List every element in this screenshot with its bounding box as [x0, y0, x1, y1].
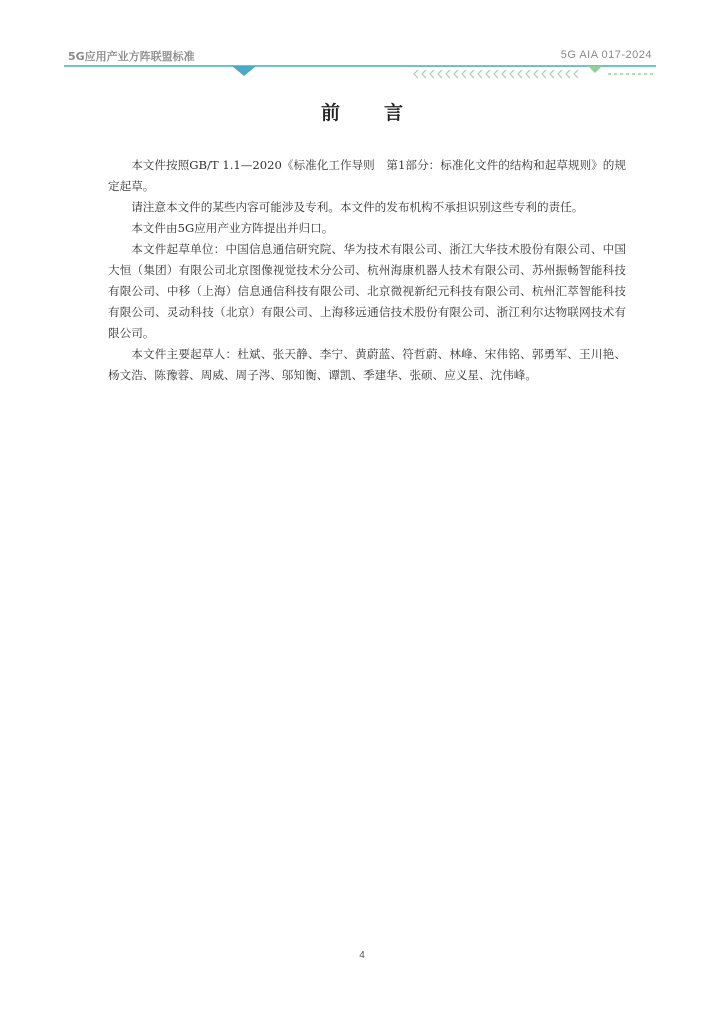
- paragraph-proposer: 本文件由5G应用产业方阵提出并归口。: [131, 221, 334, 235]
- foreword-body: [108, 155, 626, 386]
- paragraph-drafting-units: 本文件起草单位：中国信息通信研究院、华为技术有限公司、浙江大华技术股份有限公司、中国大恒（集团）有限公司北京图像视觉技术分公司、杭州海康机器人技术有限公司、苏州振畅智能科技有限公司、中移（上海）信息通信科技有限公司、北京微视新纪元科技有限公司、杭州汇萃智能科技有限公司、灵动科技（北京）有限公司、上海移远通信技术股份有限公司、浙江利尔达物联网技术有限公司。: [108, 242, 626, 340]
- page-title: 前言: [320, 102, 447, 124]
- paragraph-drafters: 本文件主要起草人：杜斌、张天静、李宁、黄蔚蓝、符哲蔚、林峰、宋伟铭、郭勇军、王川艳、杨文浩、陈豫蓉、周威、周子涔、邬知衡、谭凯、季建华、张硕、应义星、沈伟峰。: [108, 347, 626, 382]
- paragraph-drafting-rules: 本文件按照GB/T 1.1—2020《标准化工作导则 第1部分：标准化文件的结构和起草规则》的规定起草。: [108, 158, 626, 193]
- header-standard-name: 5G应用产业方阵联盟标准: [68, 50, 195, 63]
- chevron-row-icon: [414, 70, 578, 78]
- paragraph-patent-notice: 请注意本文件的某些内容可能涉及专利。本文件的发布机构不承担识别这些专利的责任。: [131, 200, 584, 214]
- page-number: 4: [359, 950, 365, 961]
- header-triangle-left-icon: [232, 66, 256, 76]
- header-doc-number: 5G AIA 017-2024: [560, 49, 652, 61]
- header-triangle-right-icon: [588, 66, 602, 73]
- header-decoration: [0, 60, 724, 84]
